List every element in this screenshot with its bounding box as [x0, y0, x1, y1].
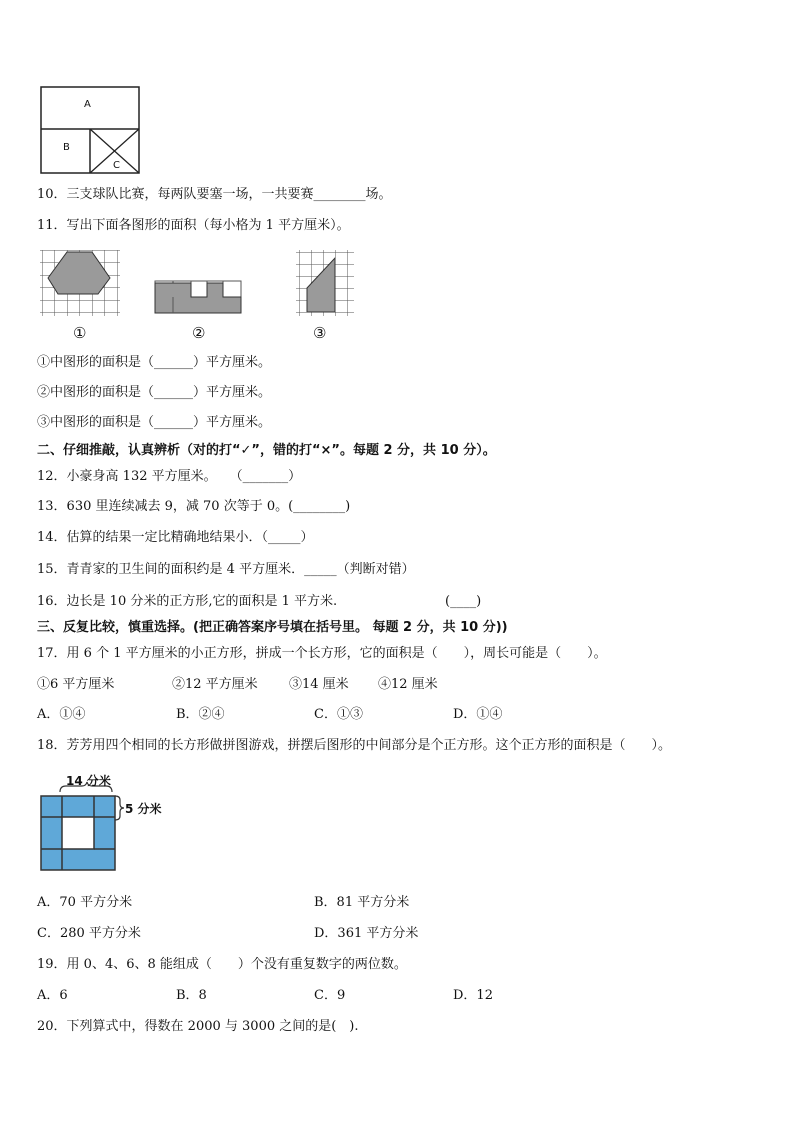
figure-abc — [40, 86, 142, 176]
shape-label-2: ② — [192, 324, 206, 342]
section-2-heading: 二、仔细推敲，认真辨析（对的打“✓”，错的打“×”。每题 2 分，共 10 分）。 — [37, 443, 496, 458]
question-13: 13．630 里连续减去 9，减 70 次等于 0。(________) — [37, 499, 351, 514]
q19-choice-b: B．8 — [176, 988, 207, 1003]
q18-choice-a: A．70 平方分米 — [37, 895, 133, 910]
question-18: 18．芳芳用四个相同的长方形做拼图游戏，拼摆后图形的中间部分是个正方形。这个正方形的面积是（ ）。 — [37, 738, 672, 753]
q17-option-4: ④12 厘米 — [378, 677, 438, 692]
label-b: B — [63, 142, 70, 153]
label-14dm: 14 分米 — [66, 774, 111, 788]
q17-choice-d: D．①④ — [453, 707, 503, 722]
question-11-1: ①中图形的面积是（______）平方厘米。 — [37, 355, 272, 370]
q19-choice-a: A．6 — [37, 988, 68, 1003]
q18-choice-b: B．81 平方分米 — [314, 895, 410, 910]
q17-choice-c: C．①③ — [314, 707, 363, 722]
question-11-3: ③中图形的面积是（______）平方厘米。 — [37, 415, 272, 430]
question-11-2: ②中图形的面积是（______）平方厘米。 — [37, 385, 272, 400]
shape-label-1: ① — [73, 324, 87, 342]
question-20: 20．下列算式中，得数在 2000 与 3000 之间的是( ). — [37, 1019, 359, 1034]
grid-shape-1 — [40, 250, 120, 316]
question-19: 19．用 0、4、6、8 能组成（ ）个没有重复数字的两位数。 — [37, 957, 407, 972]
q17-option-3: ③14 厘米 — [289, 677, 349, 692]
shape-label-3: ③ — [313, 324, 327, 342]
grid-shape-2 — [153, 279, 243, 315]
question-16-blank: (____) — [445, 594, 482, 609]
label-a: A — [84, 99, 91, 110]
question-16: 16．边长是 10 分米的正方形,它的面积是 1 平方米. — [37, 594, 338, 609]
question-15: 15．青青家的卫生间的面积约是 4 平方厘米．_____（判断对错） — [37, 562, 415, 577]
question-17: 17．用 6 个 1 平方厘米的小正方形，拼成一个长方形，它的面积是（ ），周长可能是（ ）。 — [37, 646, 607, 661]
q18-choice-d: D．361 平方分米 — [314, 926, 419, 941]
question-11: 11．写出下面各图形的面积（每小格为 1 平方厘米）。 — [37, 218, 350, 233]
q17-choice-a: A．①④ — [37, 707, 86, 722]
q17-option-1: ①6 平方厘米 — [37, 677, 115, 692]
question-14: 14．估算的结果一定比精确地结果小．（_____） — [37, 530, 314, 545]
q19-choice-d: D．12 — [453, 988, 493, 1003]
label-5dm: 5 分米 — [125, 802, 162, 816]
q17-choice-b: B．②④ — [176, 707, 225, 722]
question-12: 12．小豪身高 132 平方厘米。 （_______） — [37, 469, 302, 484]
q17-option-2: ②12 平方厘米 — [172, 677, 258, 692]
q18-choice-c: C．280 平方分米 — [37, 926, 141, 941]
grid-shape-3 — [296, 250, 354, 316]
label-c: C — [113, 160, 120, 171]
section-3-heading: 三、反复比较，慎重选择。(把正确答案序号填在括号里。 每题 2 分，共 10 分)) — [37, 620, 508, 635]
question-10: 10．三支球队比赛，每两队要塞一场，一共要赛________场。 — [37, 187, 392, 202]
q19-choice-c: C．9 — [314, 988, 346, 1003]
